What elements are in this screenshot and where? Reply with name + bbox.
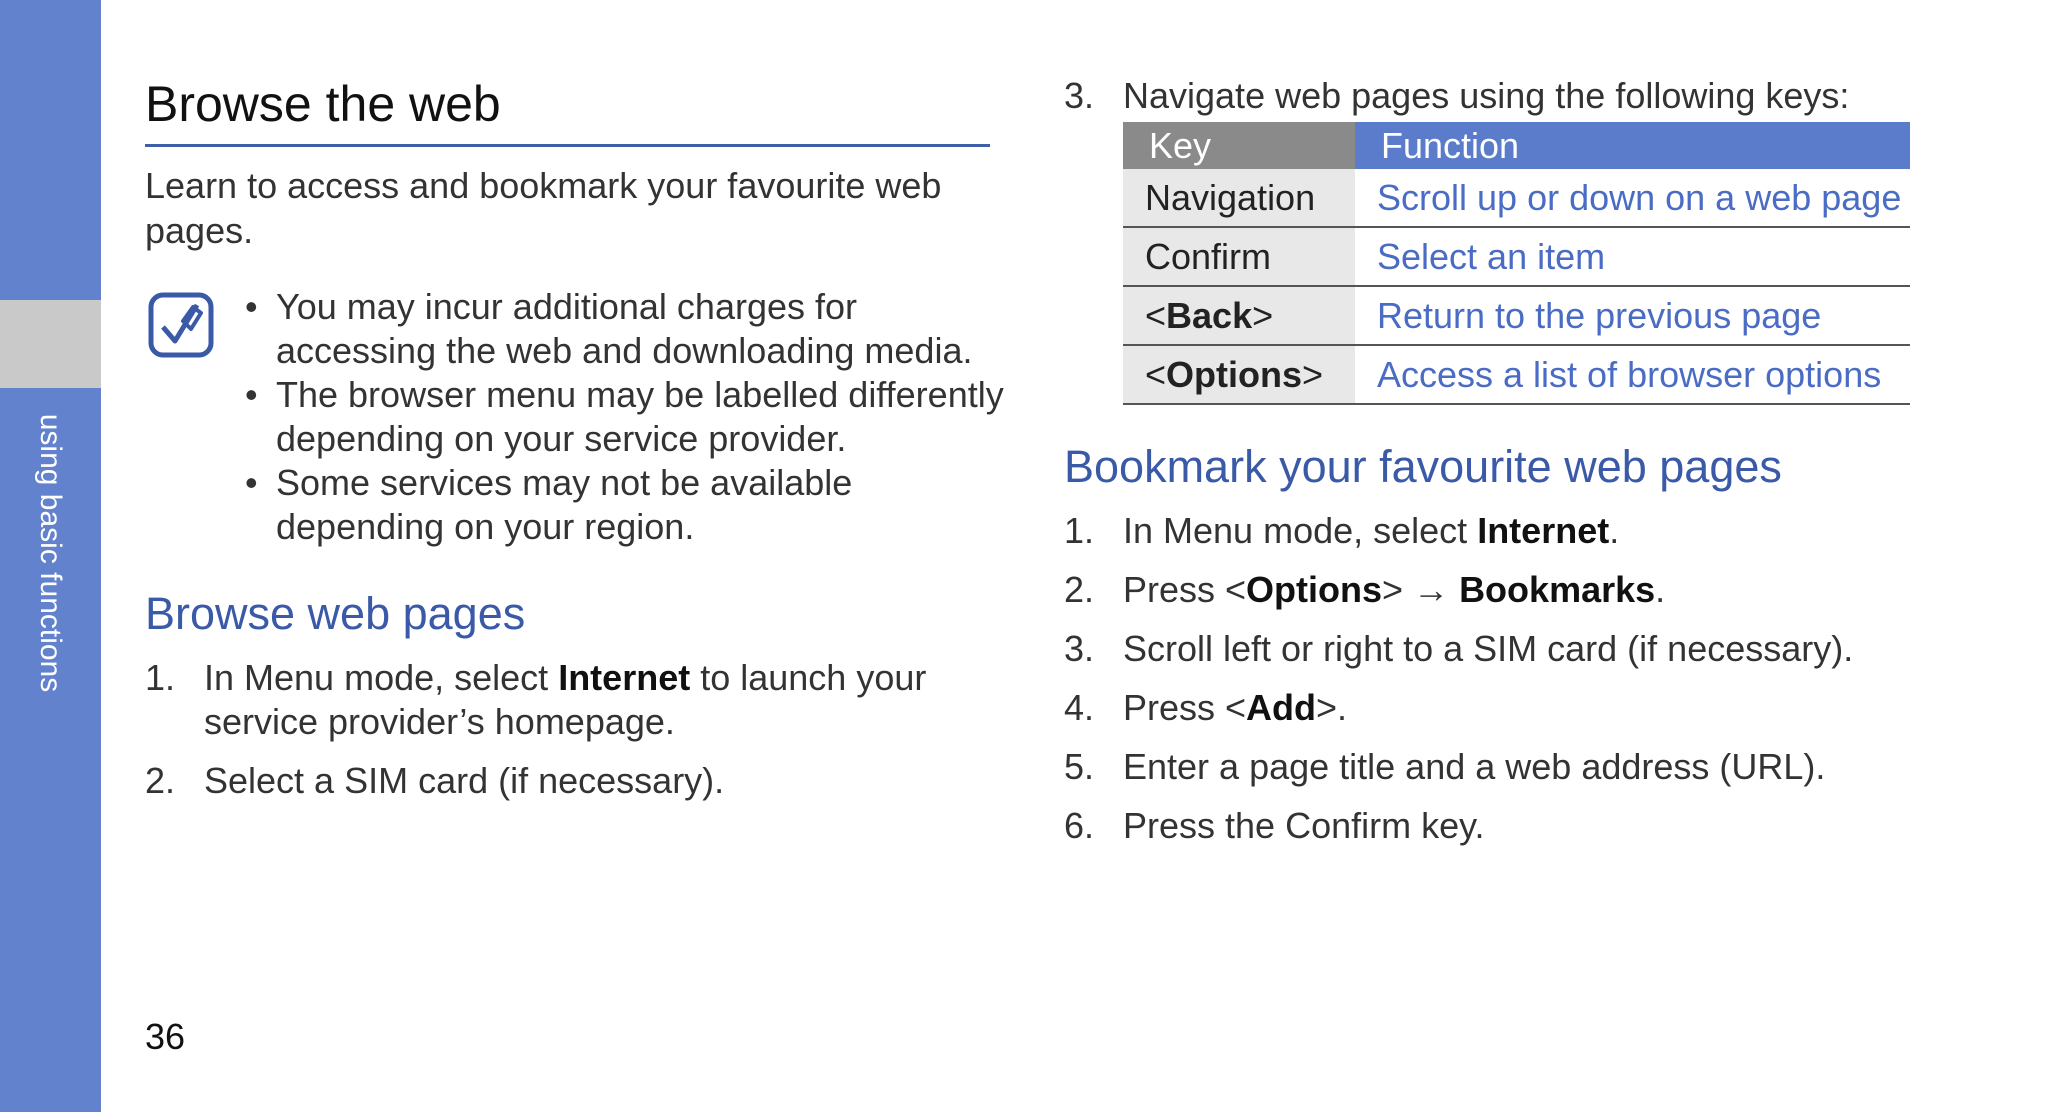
step-number: 1. bbox=[1064, 510, 1095, 551]
step-text: . bbox=[1609, 510, 1620, 551]
menu-item-name: Internet bbox=[558, 657, 691, 698]
key-cell: Confirm bbox=[1123, 227, 1355, 286]
browse-steps bbox=[145, 656, 990, 803]
softkey-name: Add bbox=[1246, 687, 1317, 728]
step-item bbox=[1064, 804, 1914, 848]
step-text: Enter a page title and a web address (URL). bbox=[1123, 746, 1826, 787]
table-row bbox=[1123, 286, 1910, 345]
note-item bbox=[245, 373, 1015, 461]
navigate-step bbox=[1064, 74, 1914, 118]
table-row bbox=[1123, 169, 1910, 227]
key-name: Options bbox=[1166, 353, 1303, 395]
function-cell: Access a list of browser options bbox=[1355, 345, 1910, 404]
step-text: Press < bbox=[1123, 569, 1247, 610]
step-item bbox=[1064, 568, 1914, 612]
step-number: 4. bbox=[1064, 687, 1095, 728]
note-text: You may incur additional charges for accessing the web and downloading media. bbox=[276, 286, 973, 371]
page-title: Browse the web bbox=[145, 76, 501, 132]
function-cell: Scroll up or down on a web page bbox=[1355, 169, 1910, 227]
table-row bbox=[1123, 227, 1910, 286]
bullet-icon: • bbox=[245, 374, 258, 415]
table-row bbox=[1123, 345, 1910, 404]
step-text: In Menu mode, select bbox=[1123, 510, 1478, 551]
bullet-icon: • bbox=[245, 462, 258, 503]
step-item bbox=[1064, 745, 1914, 789]
bullet-icon: • bbox=[245, 286, 258, 327]
intro-text: Learn to access and bookmark your favourite web pages. bbox=[145, 165, 942, 251]
bracket: > bbox=[1302, 353, 1324, 395]
softkey-name: Options bbox=[1246, 569, 1383, 610]
step-item bbox=[1064, 509, 1914, 553]
bracket: < bbox=[1145, 353, 1167, 395]
bracket: < bbox=[1145, 294, 1167, 336]
step-text: to launch your service provider’s homepage. bbox=[204, 657, 927, 742]
key-name: Back bbox=[1166, 294, 1253, 336]
step-text: >. bbox=[1316, 687, 1348, 728]
step-item bbox=[1064, 627, 1914, 671]
menu-item-name: Bookmarks bbox=[1459, 569, 1656, 610]
menu-item-name: Internet bbox=[1477, 510, 1610, 551]
key-cell bbox=[1123, 286, 1355, 345]
note-text: Some services may not be available depending on your region. bbox=[276, 462, 853, 547]
note-pencil-icon bbox=[147, 291, 215, 359]
step-number: 3. bbox=[1064, 628, 1095, 669]
note-box bbox=[145, 285, 1004, 550]
step-number: 6. bbox=[1064, 805, 1095, 846]
key-cell: Navigation bbox=[1123, 169, 1355, 227]
step-item bbox=[145, 759, 990, 803]
note-item bbox=[245, 461, 1015, 549]
function-cell: Return to the previous page bbox=[1355, 286, 1910, 345]
step-number: 1. bbox=[145, 657, 176, 698]
left-column bbox=[145, 70, 1004, 818]
step-text: Press the Confirm key. bbox=[1123, 805, 1485, 846]
step-text: . bbox=[1655, 569, 1666, 610]
function-cell: Select an item bbox=[1355, 227, 1910, 286]
sidebar-section-label: using basic functions bbox=[34, 413, 67, 693]
title-divider bbox=[145, 144, 990, 147]
step-text: Select a SIM card (if necessary). bbox=[204, 760, 725, 801]
step-text: Press < bbox=[1123, 687, 1247, 728]
table-header-row bbox=[1123, 122, 1910, 169]
bracket: > bbox=[1252, 294, 1274, 336]
note-list bbox=[245, 285, 1015, 549]
step-item bbox=[1064, 686, 1914, 730]
step-text: Navigate web pages using the following keys: bbox=[1123, 75, 1850, 116]
step-item bbox=[1064, 74, 1914, 118]
step-number: 2. bbox=[145, 760, 176, 801]
page-number: 36 bbox=[145, 1016, 186, 1057]
keys-table bbox=[1123, 122, 1910, 405]
step-number: 2. bbox=[1064, 569, 1095, 610]
step-text: Scroll left or right to a SIM card (if necessary). bbox=[1123, 628, 1854, 669]
step-text: > → bbox=[1382, 569, 1460, 610]
bookmark-steps bbox=[1064, 509, 1914, 848]
sidebar-marker bbox=[0, 300, 101, 388]
section-title-bookmark: Bookmark your favourite web pages bbox=[1064, 441, 1782, 492]
step-text: In Menu mode, select bbox=[204, 657, 559, 698]
column-header-key: Key bbox=[1123, 122, 1355, 169]
step-item bbox=[145, 656, 990, 744]
section-title-browse: Browse web pages bbox=[145, 588, 526, 639]
right-column bbox=[1064, 74, 1914, 863]
column-header-function: Function bbox=[1355, 122, 1910, 169]
note-item bbox=[245, 285, 1015, 373]
note-text: The browser menu may be labelled differently depending on your service provider. bbox=[276, 374, 1004, 459]
step-number: 3. bbox=[1064, 75, 1095, 116]
step-number: 5. bbox=[1064, 746, 1095, 787]
key-cell bbox=[1123, 345, 1355, 404]
